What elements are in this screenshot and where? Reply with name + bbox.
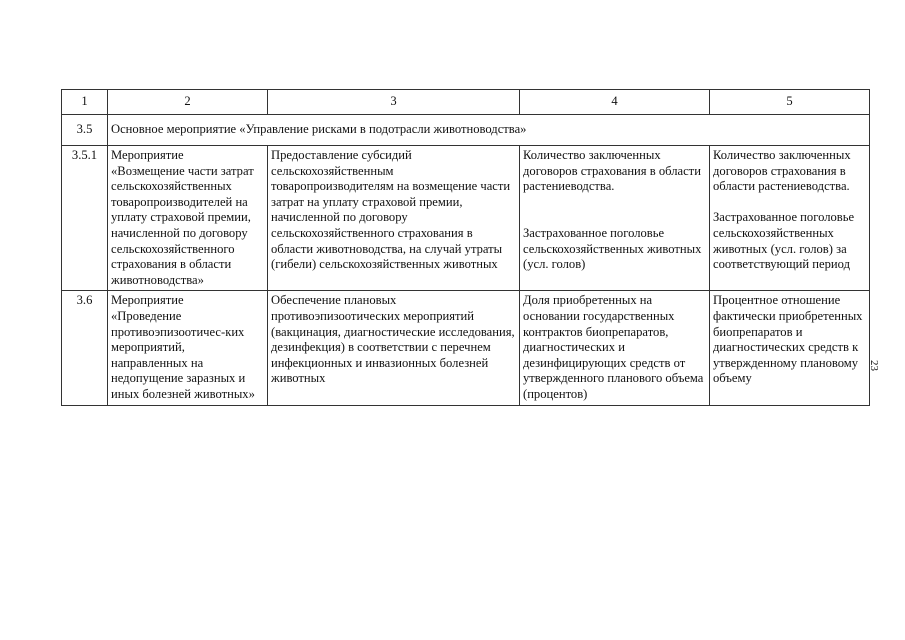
row-number: 3.5.1: [62, 146, 108, 291]
row-description: Предоставление субсидий сельскохозяйственным товаропроизводителям на возмещение части затрат на уплату страховой премии, начисленной по договору сельскохозяйственного страхования в области животноводства, на случай утраты (гибели) сельскохозяйственных животных: [268, 146, 520, 291]
header-cell-5: 5: [710, 90, 870, 115]
header-cell-1: 1: [62, 90, 108, 115]
page-number: 23: [868, 360, 880, 371]
header-cell-3: 3: [268, 90, 520, 115]
row-result: Процентное отношение фактически приобретенных биопрепаратов и диагностических средств к утвержденному плановому объему: [710, 291, 870, 405]
row-indicator: Доля приобретенных на основании государственных контрактов биопрепаратов, диагностических и дезинфицирующих средств от утвержденного планового объема (процентов): [520, 291, 710, 405]
section-row: [62, 115, 870, 146]
program-activities-table: [61, 89, 870, 406]
row-indicator: Количество заключенных договоров страхования в области растениеводства. Застрахованное поголовье сельскохозяйственных животных (усл. голов): [520, 146, 710, 291]
section-title: Основное мероприятие «Управление рисками в подотрасли животноводства»: [108, 115, 870, 146]
table-header-row: [62, 90, 870, 115]
section-number: 3.5: [62, 115, 108, 146]
row-number: 3.6: [62, 291, 108, 405]
row-description: Обеспечение плановых противоэпизоотических мероприятий (вакцинация, диагностические исследования, дезинфекция) в соответствии с перечнем инфекционных и инвазионных болезней животных: [268, 291, 520, 405]
row-event: Мероприятие «Проведение противоэпизоотичес-ких мероприятий, направленных на недопущение заразных и иных болезней животных»: [108, 291, 268, 405]
header-cell-4: 4: [520, 90, 710, 115]
table-row: [62, 291, 870, 405]
row-result: Количество заключенных договоров страхования в области растениеводства. Застрахованное поголовье сельскохозяйственных животных (усл. голов) за соответствующий период: [710, 146, 870, 291]
header-cell-2: 2: [108, 90, 268, 115]
row-event: Мероприятие «Возмещение части затрат сельскохозяйственных товаропроизводителей на уплату страховой премии, начисленной по договору сельскохозяйственного страхования в области животноводства»: [108, 146, 268, 291]
table-row: [62, 146, 870, 291]
